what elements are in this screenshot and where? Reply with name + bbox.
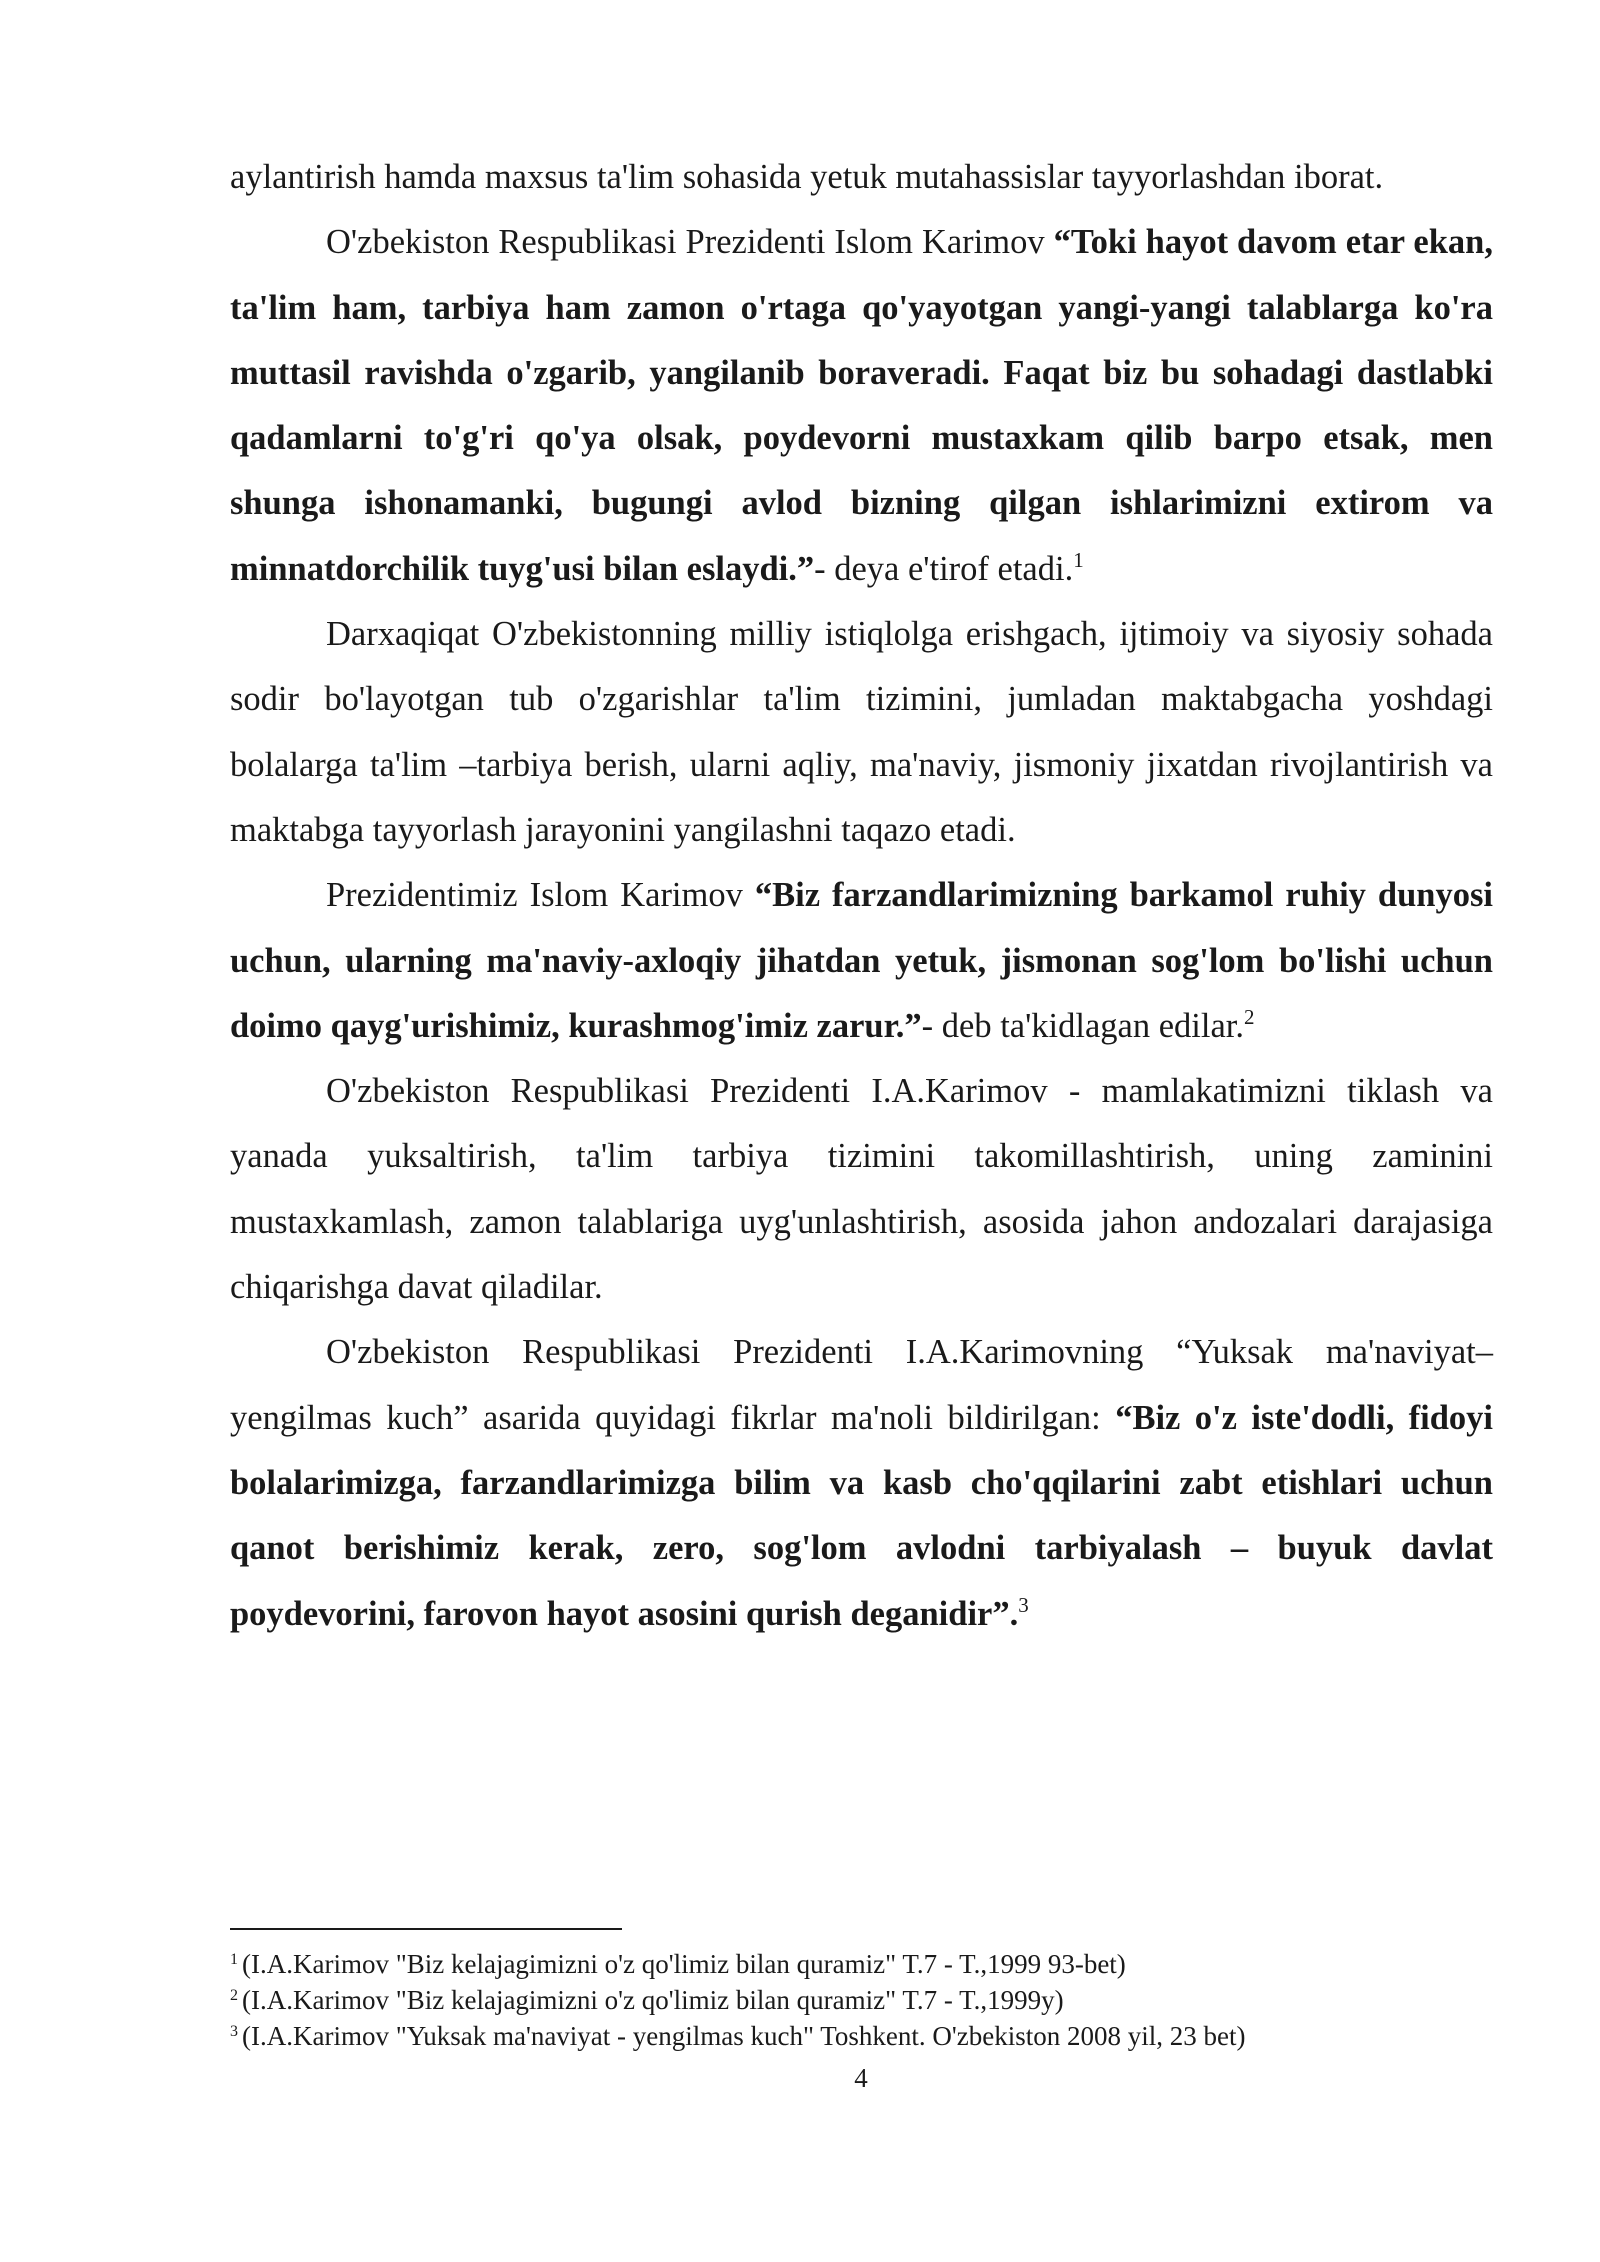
- paragraph-6: [230, 1320, 1493, 1646]
- paragraph-2-tail: - deya e'tirof etadi.: [814, 549, 1074, 588]
- paragraph-4: [230, 863, 1493, 1059]
- footnote-3: [230, 2018, 1530, 2054]
- paragraph-3: Darxaqiqat O'zbekistonning milliy istiqlolga erishgach, ijtimoiy va siyosiy sohada sodir bo'layotgan tub o'zgarishlar ta'lim tizimini, jumladan maktabgacha yoshdagi bolalarga ta'lim –tarbiya berish, ularni aqliy, ma'naviy, jismoniy jixatdan rivojlantirish va maktabga tayyorlash jarayonini yangilashni taqazo etadi.: [230, 615, 1493, 849]
- paragraph-4-tail: - deb ta'kidlagan edilar.: [921, 1006, 1244, 1045]
- footnote-number: 1: [230, 1951, 238, 1968]
- page-body: [230, 145, 1493, 1647]
- paragraph-5: O'zbekiston Respublikasi Prezidenti I.A.Karimov - mamlakatimizni tiklash va yanada yuksaltirish, ta'lim tarbiya tizimini takomillashtirish, uning zaminini mustaxkamlash, zamon talablariga uyg'unlashtirish, asosida jahon andozalari darajasiga chiqarishga davat qiladilar.: [230, 1072, 1493, 1307]
- paragraph-2-lead: O'zbekiston Respublikasi Prezidenti Islom Karimov: [326, 223, 1054, 262]
- paragraph-6-lead: O'zbekiston Respublikasi Prezidenti I.A.Karimovning “Yuksak ma'naviyat– yengilmas kuch” asarida quyidagi fikrlar ma'noli bildirilgan:: [230, 1333, 1493, 1437]
- paragraph-2: [230, 210, 1493, 602]
- footnote-text: (I.A.Karimov "Biz kelajagimizni o'z qo'limiz bilan quramiz" T.7 - T.,1999 93-bet): [242, 1949, 1126, 1979]
- footnote-2: [230, 1982, 1530, 2018]
- page-number: 4: [854, 2063, 868, 2093]
- footnote-ref-2: 2: [1243, 1004, 1255, 1029]
- footnote-separator: [230, 1928, 622, 1930]
- paragraph-6-quote: “Biz o'z iste'dodli, fidoyi bolalarimizga, farzandlarimizga bilim va kasb cho'qqilarini zabt etishlari uchun qanot berishimiz kerak, zero, sog'lom avlodni tarbiyalash – buyuk davlat poydevorini, farovon hayot asosini qurish deganidir”.: [230, 1398, 1493, 1633]
- footnote-text: (I.A.Karimov "Yuksak ma'naviyat - yengilmas kuch" Toshkent. O'zbekiston 2008 yil, 23 bet): [242, 2021, 1246, 2051]
- paragraph-4-quote: “Biz farzandlarimizning barkamol ruhiy dunyosi uchun, ularning ma'naviy-axloqiy jihatdan yetuk, jismonan sog'lom bo'lishi uchun doimo qayg'urishimiz, kurashmog'imiz zarur.”: [230, 876, 1493, 1045]
- paragraph-2-quote: “Toki hayot davom etar ekan, ta'lim ham, tarbiya ham zamon o'rtaga qo'yayotgan yangi-yangi talablarga ko'ra muttasil ravishda o'zgarib, yangilanib boraveradi. Faqat biz bu sohadagi dastlabki qadamlarni to'g'ri qo'ya olsak, poydevorni mustaxkam qilib barpo etsak, men shunga ishonamanki, bugungi avlod bizning qilgan ishlarimizni extirom va minnatdorchilik tuyg'usi bilan eslaydi.”: [230, 223, 1493, 588]
- footnote-number: 3: [230, 2023, 238, 2040]
- footnote-1: [230, 1946, 1530, 1982]
- footnote-ref-3: 3: [1018, 1592, 1029, 1617]
- footnote-number: 2: [230, 1987, 238, 2004]
- footnotes: [230, 1928, 1530, 2054]
- paragraph-4-lead: Prezidentimiz Islom Karimov: [326, 876, 755, 915]
- footnote-ref-1: 1: [1073, 547, 1084, 572]
- paragraph-1: aylantirish hamda maxsus ta'lim sohasida yetuk mutahassislar tayyorlashdan iborat.: [230, 158, 1384, 196]
- footnote-text: (I.A.Karimov "Biz kelajagimizni o'z qo'limiz bilan quramiz" T.7 - T.,1999y): [242, 1985, 1064, 2015]
